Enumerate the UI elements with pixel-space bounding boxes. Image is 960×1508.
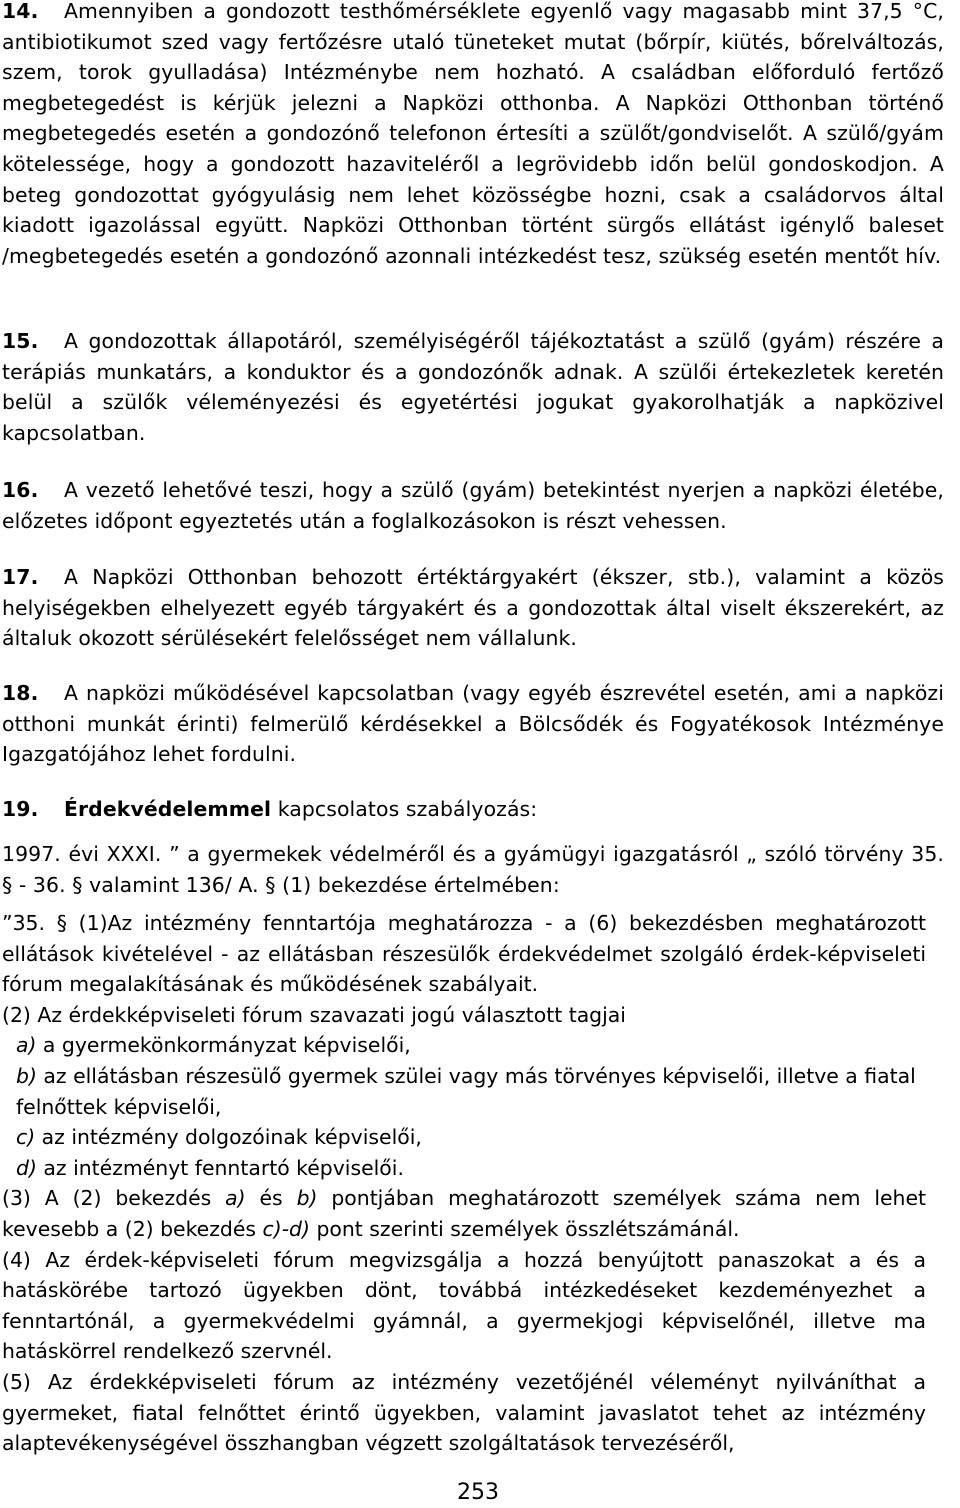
- list-item-a: [0, 1030, 942, 1061]
- section-5: (5) Az érdekképviseleti fórum az intézmény vezetőjénél véleményt nyilváníthat a gyermeket, fiatal felnőttet érintő ügyekben, valamint javaslatot tehet az intézmény alaptevékenységével összhangban végzett szolgáltatások tervezéséről,: [2, 1369, 926, 1456]
- heading-text: kapcsolatos szabályozás:: [271, 797, 538, 821]
- section-3: [0, 1183, 942, 1244]
- text-run: (3) A (2) bekezdés: [2, 1186, 226, 1211]
- text-run: a): [225, 1186, 246, 1211]
- text-run: pont szerinti személyek összlétszámánál.: [309, 1216, 740, 1241]
- paragraph-number: 17.: [2, 565, 39, 589]
- paragraph-text: A vezető lehetővé teszi, hogy a szülő (gyám) betekintést nyerjen a napközi életébe, előzetes időpont egyeztetés után a foglalkozásokon is részt vehessen.: [2, 478, 944, 533]
- paragraph-17: [0, 562, 960, 654]
- list-item-d: [0, 1153, 942, 1184]
- paragraph-text: A Napközi Otthonban behozott értéktárgyakért (ékszer, stb.), valamint a közös helyiségekben elhelyezett egyéb tárgyakért és a gondozottak által viselt ékszerekért, az általuk okozott sérülésekért felelősséget nem vállalunk.: [2, 565, 944, 651]
- paragraph-number: 14.: [2, 0, 39, 23]
- item-letter: d): [16, 1155, 37, 1180]
- paragraph-number: 18.: [2, 681, 39, 705]
- law-reference: 1997. évi XXXI. ” a gyermekek védelméről és a gyámügyi igazgatásról „ szóló törvény 35. § - 36. § valamint 136/ A. § (1) bekezdése értelmében:: [2, 842, 944, 897]
- text-run: c)-d): [262, 1216, 310, 1241]
- paragraph-text: A gondozottak állapotáról, személyiségéről tájékoztatást a szülő (gyám) részére a terápiás munkatárs, a konduktor és a gondozónők adnak. A szülői értekezletek keretén belül a szülők véleményezési és egyetértési jogukat gyakorolhatják a napközivel kapcsolatban.: [2, 329, 944, 445]
- paragraph-number: 15.: [2, 329, 39, 353]
- text-run: pontjában meghatározott személyek száma nem lehet kevesebb a (2) bekezdés: [2, 1186, 926, 1241]
- paragraph-18: [0, 678, 960, 770]
- item-letter: a): [16, 1033, 37, 1058]
- section-4: (4) Az érdek-képviseleti fórum megvizsgálja a hozzá benyújtott panaszokat a és a hatáskörébe tartozó ügyekben dönt, továbbá intézkedéseket kezdeményezhet a fenntartónál, a gyermekvédelmi gyámnál, a gyermekjogi képviselőnél, illetve ma hatáskörrel rendelkező szervnél.: [2, 1247, 926, 1364]
- list-item-b: [0, 1061, 942, 1122]
- paragraph-19-heading: [0, 794, 960, 825]
- paragraph-15: [0, 326, 960, 448]
- paragraph-14: [0, 0, 960, 271]
- paragraph-number: 16.: [2, 478, 39, 502]
- page-number: 253: [457, 1480, 499, 1505]
- paragraph-text: Amennyiben a gondozott testhőmérséklete egyenlő vagy magasabb mint 37,5 °C, antibiotikumot szed vagy fertőzésre utaló tüneteket mutat (bőrpír, kiütés, bőrelváltozás, szem, torok gyulladása) Intézménybe nem hozható. A családban előforduló fertőző megbetegedést is kérjük jelezni a Napközi otthonba. A Napközi Otthonban történő megbetegedés esetén a gondozónő telefonon értesíti a szülőt/gondviselőt. A szülő/gyám kötelessége, hogy a gondozott hazaviteléről a legrövidebb időn belül gondoskodjon. A beteg gondozottat gyógyulásig nem lehet közösségbe hozni, csak a családorvos által kiadott igazolással együtt. Napközi Otthonban történt sürgős ellátást igénylő baleset /megbetegedés esetén a gondozónő azonnali intézkedést tesz, szükség esetén mentőt hív.: [2, 0, 944, 268]
- paragraph-text: A napközi működésével kapcsolatban (vagy egyéb észrevétel esetén, ami a napközi otthoni munkát érinti) felmerülő kérdésekkel a Bölcsődék és Fogyatékosok Intézménye Igazgatójához lehet fordulni.: [2, 681, 944, 767]
- list-item-c: [0, 1122, 942, 1153]
- law-citation: [0, 908, 942, 1459]
- section-35-1: ”35. § (1)Az intézmény fenntartója meghatározza - a (6) bekezdésben meghatározott ellátások kivételével - az ellátásban részesülők érdekvédelmet szolgáló érdek-képviseleti fórum megalakításának és működésének szabályait.: [2, 911, 926, 997]
- item-letter: c): [16, 1125, 36, 1150]
- item-text: az ellátásban részesülő gyermek szülei vagy más törvényes képviselői, illetve a fiatal felnőttek képviselői,: [16, 1063, 916, 1119]
- heading-bold-term: Érdekvédelemmel: [64, 797, 272, 821]
- text-run: b): [296, 1186, 318, 1211]
- text-run: és: [245, 1186, 297, 1211]
- paragraph-number: 19.: [2, 797, 39, 821]
- paragraph-16: [0, 475, 960, 536]
- item-text: a gyermekönkormányzat képviselői,: [36, 1033, 411, 1058]
- item-letter: b): [16, 1063, 37, 1088]
- item-text: az intézményt fenntartó képviselői.: [36, 1155, 404, 1180]
- item-text: az intézmény dolgozóinak képviselői,: [35, 1125, 422, 1150]
- section-2-intro: (2) Az érdekképviseleti fórum szavazati jogú választott tagjai: [2, 1002, 626, 1027]
